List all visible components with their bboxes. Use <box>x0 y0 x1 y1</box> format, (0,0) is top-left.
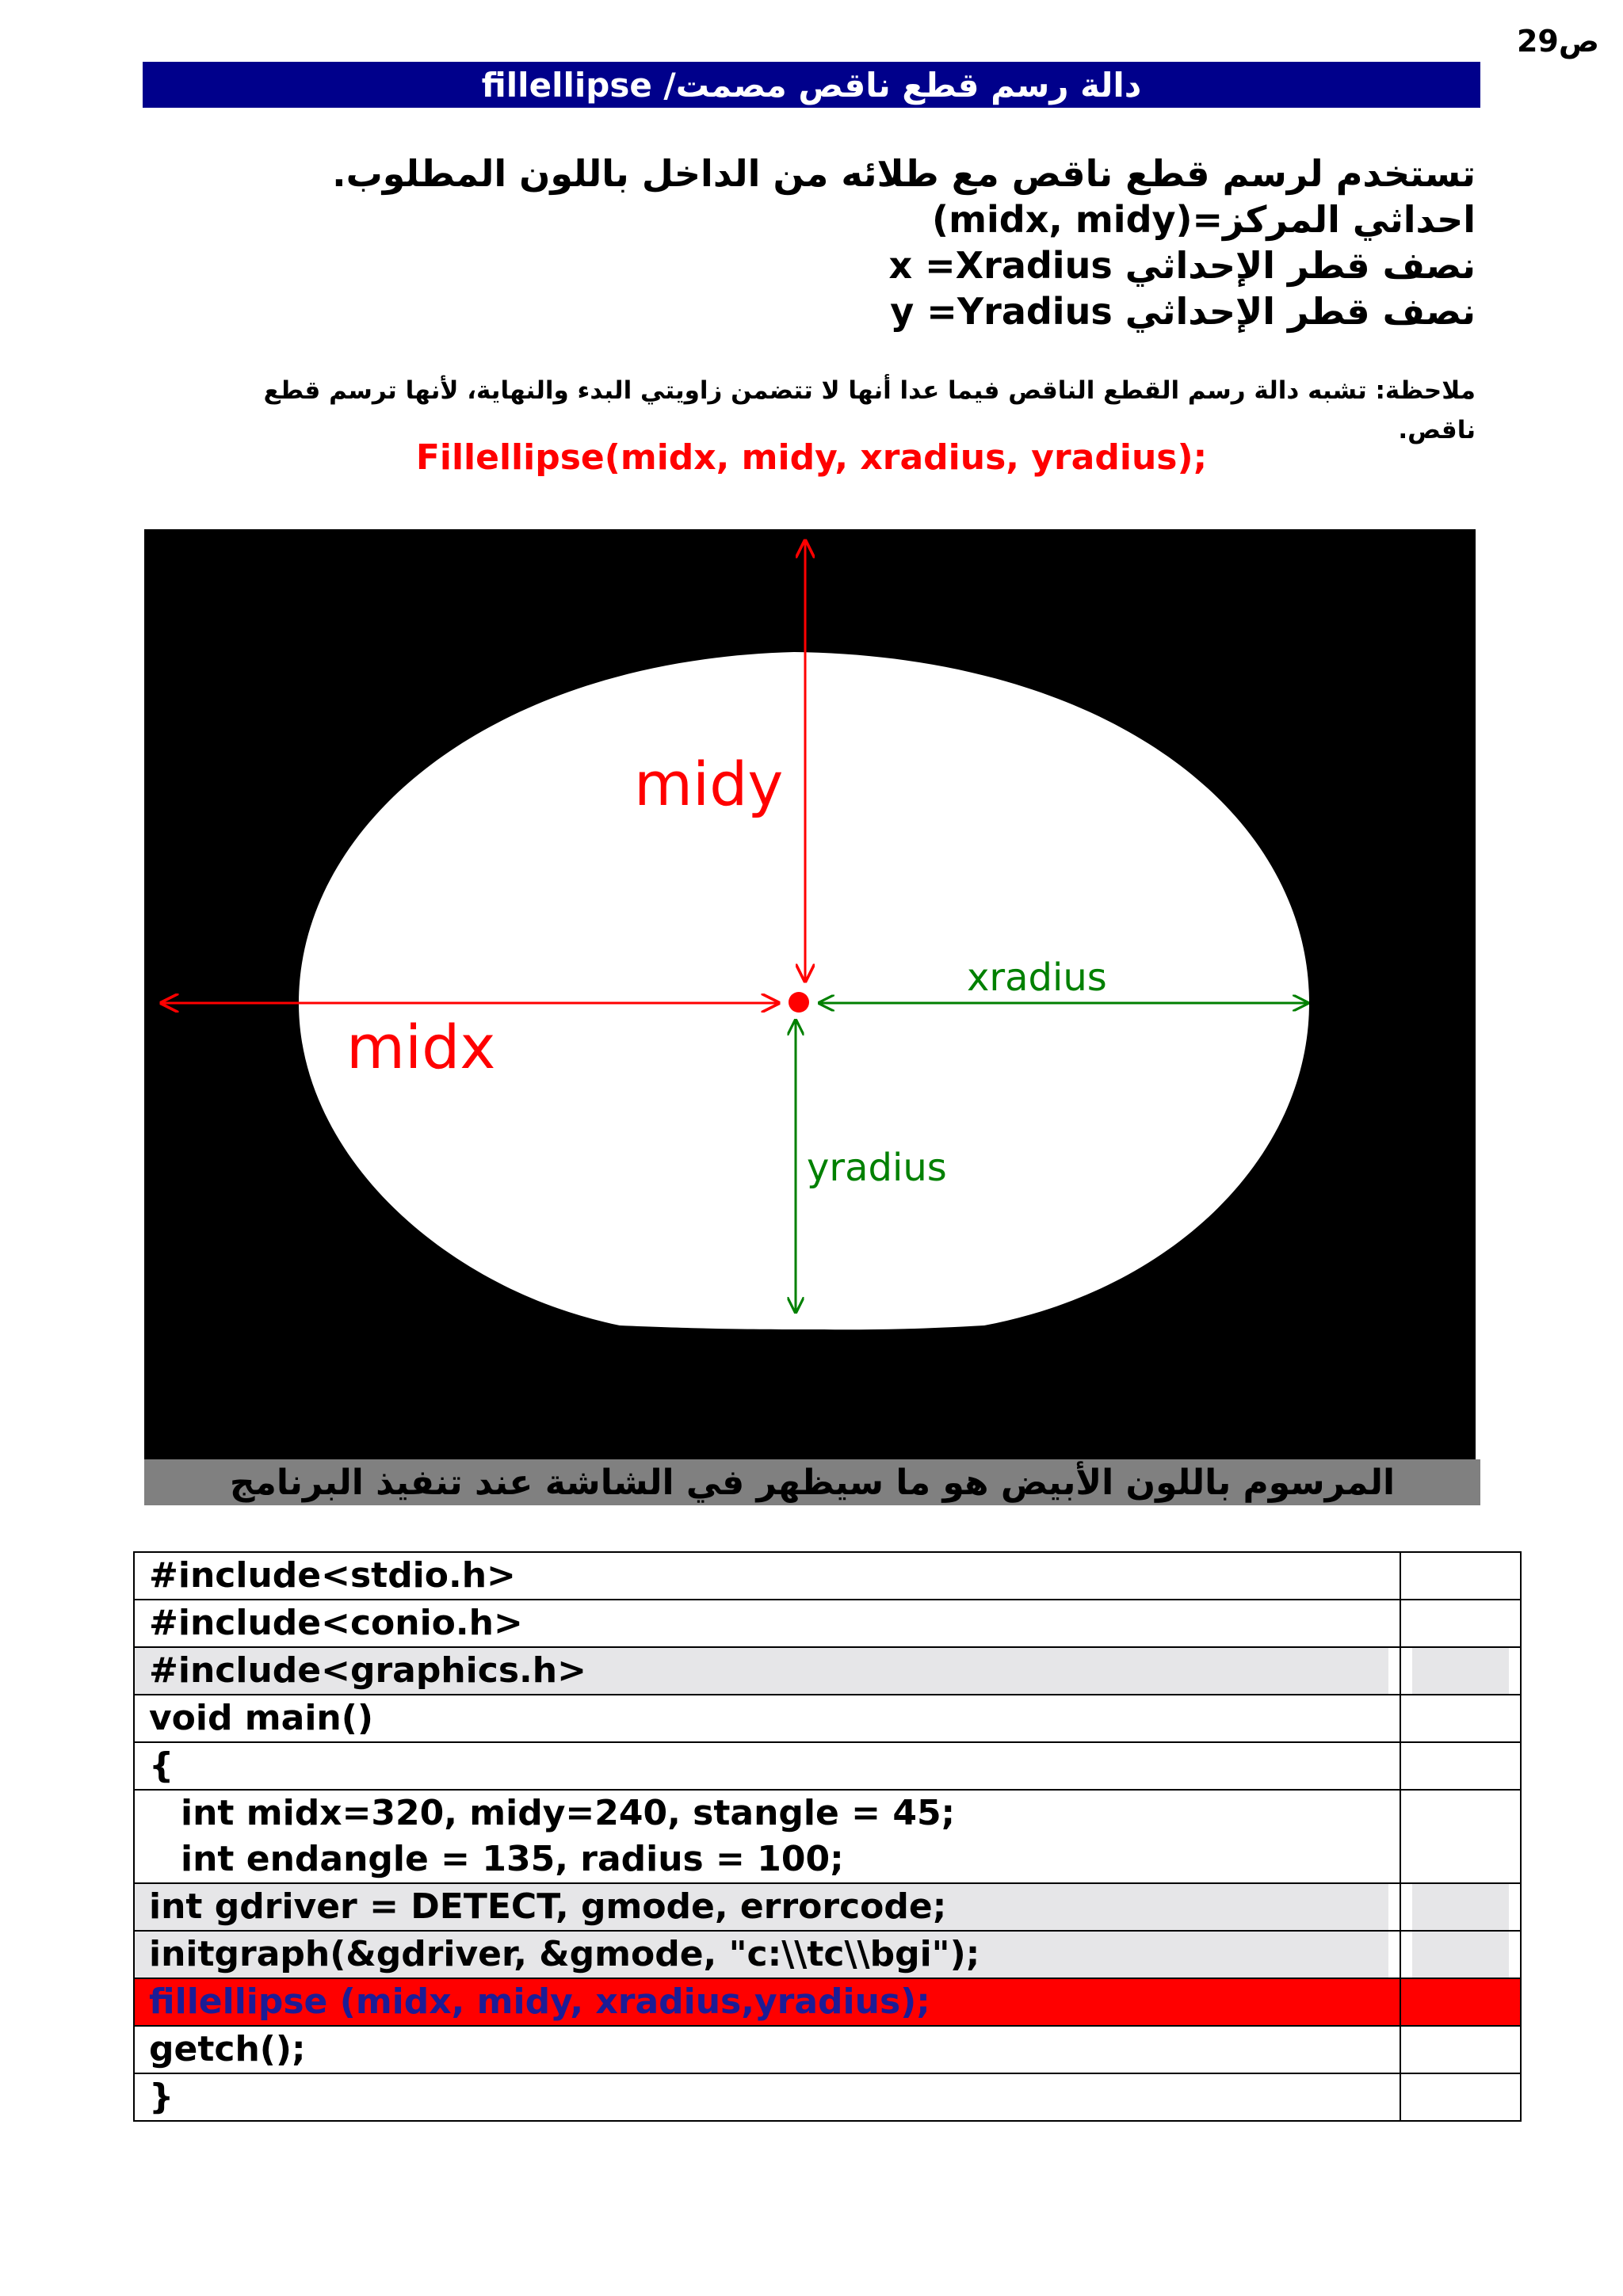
side-cell <box>1400 2026 1521 2073</box>
code-line: #include<stdio.h> <box>134 1552 1400 1600</box>
code-line: getch(); <box>134 2026 1400 2073</box>
code-line-highlighted: fillellipse (midx, midy, xradius,yradius); <box>134 1978 1400 2026</box>
side-cell <box>1400 1647 1521 1695</box>
side-cell <box>1400 1600 1521 1647</box>
code-row <box>134 2073 1521 2121</box>
code-row <box>134 2026 1521 2073</box>
code-row-highlighted <box>134 1978 1521 2026</box>
code-line: initgraph(&gdriver, &gmode, "c:\\tc\\bgi"); <box>134 1931 1400 1978</box>
intro-section <box>208 151 1476 334</box>
intro-line-xradius: نصف قطر الإحداثي x =Xradius <box>888 244 1476 287</box>
side-cell <box>1400 1883 1521 1931</box>
graphics-screen-figure <box>144 529 1476 1459</box>
yradius-label: yradius <box>807 1146 947 1190</box>
ellipse-diagram <box>144 529 1476 1459</box>
intro-line-usage: تستخدم لرسم قطع ناقص مع طلائه من الداخل باللون المطلوب. <box>332 152 1476 195</box>
midy-label: midy <box>634 749 784 819</box>
side-cell <box>1400 1742 1521 1790</box>
function-prototype: Fillellipse(midx, midy, xradius, yradius); <box>415 437 1208 478</box>
code-line: void main() <box>134 1695 1400 1742</box>
code-line: int midx=320, midy=240, stangle = 45; <box>181 1793 956 1833</box>
side-cell <box>1400 1790 1521 1883</box>
side-cell <box>1400 1931 1521 1978</box>
code-block <box>134 1790 1400 1883</box>
side-cell <box>1400 1552 1521 1600</box>
code-line: { <box>134 1742 1400 1790</box>
side-cell <box>1400 1978 1521 2026</box>
code-line: #include<graphics.h> <box>134 1647 1400 1695</box>
code-row <box>134 1931 1521 1978</box>
side-cell <box>1400 1695 1521 1742</box>
code-table <box>133 1551 1522 2122</box>
midx-label: midx <box>346 1012 496 1082</box>
code-row <box>134 1742 1521 1790</box>
code-row <box>134 1600 1521 1647</box>
code-row <box>134 1552 1521 1600</box>
intro-line-yradius: نصف قطر الإحداثي y =Yradius <box>890 290 1476 333</box>
figure-caption: المرسوم باللون الأبيض هو ما سيظهر في الشاشة عند تنفيذ البرنامج <box>229 1462 1396 1503</box>
code-row <box>134 1790 1521 1883</box>
figure-caption-bar <box>144 1459 1480 1505</box>
code-row <box>134 1647 1521 1695</box>
note-text: ملاحظة: تشبه دالة رسم القطع الناقص فيما عدا أنها لا تتضمن زاويتي البدء والنهاية، لأنها ترسم قطع ناقص. <box>263 376 1476 444</box>
code-row <box>134 1883 1521 1931</box>
code-line: #include<conio.h> <box>134 1600 1400 1647</box>
page-number: ص29 <box>1516 24 1599 59</box>
code-row <box>134 1695 1521 1742</box>
code-line: int gdriver = DETECT, gmode, errorcode; <box>134 1883 1400 1931</box>
code-line: } <box>134 2073 1400 2121</box>
xradius-label: xradius <box>967 955 1107 1000</box>
code-line: int endangle = 135, radius = 100; <box>181 1839 844 1879</box>
center-point <box>789 992 809 1013</box>
page-title-bar <box>143 62 1480 108</box>
side-cell <box>1400 2073 1521 2121</box>
intro-line-center: احداثي المركز=(midx, midy) <box>932 198 1476 241</box>
page-title: fillellipse /دالة رسم قطع ناقص مصمت <box>481 65 1142 105</box>
